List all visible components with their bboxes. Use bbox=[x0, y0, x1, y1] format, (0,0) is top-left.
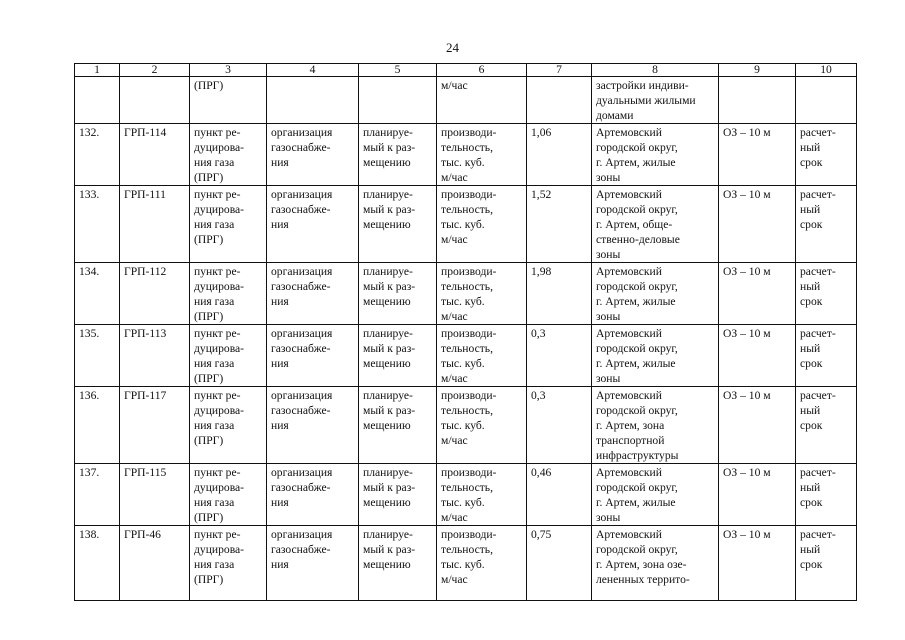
cell-line: мещению bbox=[363, 218, 411, 231]
table-row bbox=[75, 387, 857, 464]
cell-line: городской округ, bbox=[596, 141, 678, 154]
cell-line: производи- bbox=[441, 327, 497, 340]
column-number: 3 bbox=[190, 64, 267, 77]
cell-line: м/час bbox=[441, 372, 468, 385]
column-number: 2 bbox=[120, 64, 190, 77]
cell-line: срок bbox=[800, 496, 823, 509]
cell-line: расчет- bbox=[800, 466, 836, 479]
cell-line: пункт ре- bbox=[194, 327, 241, 340]
cell-line: м/час bbox=[441, 573, 468, 586]
cell-line: дуцирова- bbox=[194, 141, 245, 154]
cell-line: организация bbox=[271, 188, 333, 201]
cell-line: мый к раз- bbox=[363, 280, 416, 293]
cell-line: г. Артем, зона bbox=[596, 419, 665, 432]
status-cell bbox=[359, 263, 437, 325]
object-code-cell bbox=[120, 77, 190, 124]
cell-line: (ПРГ) bbox=[194, 434, 224, 447]
cell-line: расчет- bbox=[800, 265, 836, 278]
term-cell bbox=[796, 387, 857, 464]
table-row bbox=[75, 325, 857, 387]
cell-line: планируе- bbox=[363, 188, 413, 201]
cell-line: производи- bbox=[441, 126, 497, 139]
term-cell bbox=[796, 263, 857, 325]
cell-line: мый к раз- bbox=[363, 342, 416, 355]
cell-line: ный bbox=[800, 203, 821, 216]
purpose-cell bbox=[267, 186, 359, 263]
parameter-value-cell: 0,75 bbox=[527, 526, 592, 601]
cell-line: г. Артем, жилые bbox=[596, 295, 676, 308]
cell-line: зоны bbox=[596, 511, 621, 524]
parameter-cell bbox=[437, 526, 527, 601]
cell-line: газоснабже- bbox=[271, 280, 331, 293]
column-number: 8 bbox=[592, 64, 719, 77]
parameter-cell bbox=[437, 77, 527, 124]
row-number-cell: 135. bbox=[75, 325, 120, 387]
cell-line: планируе- bbox=[363, 126, 413, 139]
row-number-cell: 136. bbox=[75, 387, 120, 464]
status-cell bbox=[359, 77, 437, 124]
term-cell bbox=[796, 526, 857, 601]
cell-line: планируе- bbox=[363, 466, 413, 479]
row-number-cell bbox=[75, 77, 120, 124]
cell-line: транспортной bbox=[596, 434, 665, 447]
page-number: 24 bbox=[446, 40, 459, 55]
parameter-cell bbox=[437, 464, 527, 526]
cell-line: мещению bbox=[363, 357, 411, 370]
cell-line: расчет- bbox=[800, 528, 836, 541]
row-number-cell: 132. bbox=[75, 124, 120, 186]
cell-line: Артемовский bbox=[596, 389, 662, 402]
parameter-value-cell: 1,06 bbox=[527, 124, 592, 186]
term-cell bbox=[796, 464, 857, 526]
cell-line: пункт ре- bbox=[194, 528, 241, 541]
table-row bbox=[75, 263, 857, 325]
cell-line: ния газа bbox=[194, 357, 235, 370]
cell-line: тыс. куб. bbox=[441, 218, 485, 231]
cell-line: м/час bbox=[441, 79, 468, 92]
cell-line: лененных террито- bbox=[596, 573, 690, 586]
cell-line: г. Артем, жилые bbox=[596, 496, 676, 509]
cell-line: городской округ, bbox=[596, 404, 678, 417]
cell-line: мещению bbox=[363, 496, 411, 509]
column-number: 7 bbox=[527, 64, 592, 77]
protection-zone-cell bbox=[719, 77, 796, 124]
parameter-value-cell: 0,3 bbox=[527, 325, 592, 387]
object-type-cell bbox=[190, 77, 267, 124]
cell-line: мещению bbox=[363, 558, 411, 571]
location-cell bbox=[592, 464, 719, 526]
purpose-cell bbox=[267, 124, 359, 186]
cell-line: ния bbox=[271, 357, 289, 370]
location-cell bbox=[592, 124, 719, 186]
cell-line: пункт ре- bbox=[194, 188, 241, 201]
protection-zone-cell: ОЗ – 10 м bbox=[719, 464, 796, 526]
cell-line: организация bbox=[271, 126, 333, 139]
table-body bbox=[75, 64, 857, 601]
cell-line: тыс. куб. bbox=[441, 419, 485, 432]
cell-line: организация bbox=[271, 265, 333, 278]
term-cell bbox=[796, 325, 857, 387]
cell-line: (ПРГ) bbox=[194, 372, 224, 385]
cell-line: мый к раз- bbox=[363, 404, 416, 417]
object-type-cell bbox=[190, 124, 267, 186]
cell-line: мещению bbox=[363, 295, 411, 308]
cell-line: ный bbox=[800, 404, 821, 417]
protection-zone-cell: ОЗ – 10 м bbox=[719, 325, 796, 387]
parameter-cell bbox=[437, 387, 527, 464]
cell-line: организация bbox=[271, 327, 333, 340]
cell-line: дуцирова- bbox=[194, 280, 245, 293]
cell-line: Артемовский bbox=[596, 466, 662, 479]
location-cell bbox=[592, 325, 719, 387]
cell-line: ния газа bbox=[194, 218, 235, 231]
cell-line: ния bbox=[271, 496, 289, 509]
cell-line: зоны bbox=[596, 248, 621, 261]
cell-line: Артемовский bbox=[596, 327, 662, 340]
cell-line: ния газа bbox=[194, 558, 235, 571]
parameter-value-cell: 1,98 bbox=[527, 263, 592, 325]
object-code-cell: ГРП-112 bbox=[120, 263, 190, 325]
term-cell bbox=[796, 186, 857, 263]
column-number: 5 bbox=[359, 64, 437, 77]
parameter-value-cell bbox=[527, 77, 592, 124]
cell-line: ный bbox=[800, 141, 821, 154]
cell-line: срок bbox=[800, 156, 823, 169]
parameter-value-cell: 1,52 bbox=[527, 186, 592, 263]
cell-line: дуцирова- bbox=[194, 543, 245, 556]
cell-line: (ПРГ) bbox=[194, 233, 224, 246]
location-cell bbox=[592, 186, 719, 263]
cell-line: газоснабже- bbox=[271, 342, 331, 355]
cell-line: ный bbox=[800, 280, 821, 293]
cell-line: домами bbox=[596, 109, 634, 122]
cell-line: городской округ, bbox=[596, 280, 678, 293]
cell-line: тыс. куб. bbox=[441, 357, 485, 370]
cell-line: газоснабже- bbox=[271, 141, 331, 154]
cell-line: Артемовский bbox=[596, 188, 662, 201]
cell-line: пункт ре- bbox=[194, 389, 241, 402]
cell-line: тыс. куб. bbox=[441, 295, 485, 308]
location-cell bbox=[592, 77, 719, 124]
cell-line: организация bbox=[271, 528, 333, 541]
cell-line: ния bbox=[271, 558, 289, 571]
cell-line: планируе- bbox=[363, 327, 413, 340]
cell-line: планируе- bbox=[363, 528, 413, 541]
cell-line: мый к раз- bbox=[363, 543, 416, 556]
status-cell bbox=[359, 186, 437, 263]
cell-line: тыс. куб. bbox=[441, 156, 485, 169]
parameter-cell bbox=[437, 124, 527, 186]
cell-line: расчет- bbox=[800, 327, 836, 340]
cell-line: ния газа bbox=[194, 419, 235, 432]
cell-line: пункт ре- bbox=[194, 265, 241, 278]
term-cell bbox=[796, 124, 857, 186]
cell-line: (ПРГ) bbox=[194, 573, 224, 586]
cell-line: инфраструктуры bbox=[596, 449, 679, 462]
column-number: 6 bbox=[437, 64, 527, 77]
status-cell bbox=[359, 387, 437, 464]
row-number-cell: 137. bbox=[75, 464, 120, 526]
parameter-value-cell: 0,46 bbox=[527, 464, 592, 526]
column-number-header-row bbox=[75, 64, 857, 77]
cell-line: м/час bbox=[441, 171, 468, 184]
cell-line: дуцирова- bbox=[194, 481, 245, 494]
object-code-cell: ГРП-111 bbox=[120, 186, 190, 263]
location-cell bbox=[592, 526, 719, 601]
parameter-value-cell: 0,3 bbox=[527, 387, 592, 464]
cell-line: дуцирова- bbox=[194, 404, 245, 417]
row-number-cell: 134. bbox=[75, 263, 120, 325]
cell-line: срок bbox=[800, 419, 823, 432]
cell-line: городской округ, bbox=[596, 342, 678, 355]
row-number-cell: 133. bbox=[75, 186, 120, 263]
protection-zone-cell: ОЗ – 10 м bbox=[719, 263, 796, 325]
cell-line: городской округ, bbox=[596, 481, 678, 494]
cell-line: газоснабже- bbox=[271, 543, 331, 556]
purpose-cell bbox=[267, 526, 359, 601]
cell-line: ный bbox=[800, 342, 821, 355]
cell-line: планируе- bbox=[363, 389, 413, 402]
cell-line: расчет- bbox=[800, 389, 836, 402]
cell-line: г. Артем, обще- bbox=[596, 218, 673, 231]
cell-line: ния bbox=[271, 156, 289, 169]
cell-line: производи- bbox=[441, 265, 497, 278]
status-cell bbox=[359, 124, 437, 186]
parameter-cell bbox=[437, 263, 527, 325]
table-row bbox=[75, 464, 857, 526]
cell-line: Артемовский bbox=[596, 126, 662, 139]
cell-line: зоны bbox=[596, 372, 621, 385]
cell-line: г. Артем, жилые bbox=[596, 357, 676, 370]
cell-line: дуальными жилыми bbox=[596, 94, 696, 107]
object-type-cell bbox=[190, 464, 267, 526]
protection-zone-cell: ОЗ – 10 м bbox=[719, 186, 796, 263]
cell-line: расчет- bbox=[800, 126, 836, 139]
cell-line: дуцирова- bbox=[194, 203, 245, 216]
cell-line: ния газа bbox=[194, 295, 235, 308]
object-code-cell: ГРП-113 bbox=[120, 325, 190, 387]
cell-line: газоснабже- bbox=[271, 203, 331, 216]
object-code-cell: ГРП-114 bbox=[120, 124, 190, 186]
protection-zone-cell: ОЗ – 10 м bbox=[719, 387, 796, 464]
object-type-cell bbox=[190, 263, 267, 325]
cell-line: зоны bbox=[596, 310, 621, 323]
object-type-cell bbox=[190, 325, 267, 387]
object-code-cell: ГРП-115 bbox=[120, 464, 190, 526]
cell-line: производи- bbox=[441, 389, 497, 402]
object-code-cell: ГРП-46 bbox=[120, 526, 190, 601]
cell-line: организация bbox=[271, 389, 333, 402]
column-number: 9 bbox=[719, 64, 796, 77]
cell-line: газоснабже- bbox=[271, 404, 331, 417]
purpose-cell bbox=[267, 387, 359, 464]
cell-line: (ПРГ) bbox=[194, 171, 224, 184]
cell-line: м/час bbox=[441, 310, 468, 323]
object-type-cell bbox=[190, 387, 267, 464]
cell-line: г. Артем, зона озе- bbox=[596, 558, 687, 571]
cell-line: пункт ре- bbox=[194, 466, 241, 479]
cell-line: расчет- bbox=[800, 188, 836, 201]
cell-line: городской округ, bbox=[596, 543, 678, 556]
cell-line: м/час bbox=[441, 434, 468, 447]
cell-line: (ПРГ) bbox=[194, 511, 224, 524]
protection-zone-cell: ОЗ – 10 м bbox=[719, 124, 796, 186]
parameter-cell bbox=[437, 325, 527, 387]
table-row bbox=[75, 124, 857, 186]
cell-line: ния bbox=[271, 295, 289, 308]
cell-line: (ПРГ) bbox=[194, 310, 224, 323]
cell-line: ственно-деловые bbox=[596, 233, 680, 246]
cell-line: срок bbox=[800, 295, 823, 308]
location-cell bbox=[592, 387, 719, 464]
cell-line: тыс. куб. bbox=[441, 558, 485, 571]
cell-line: тельность, bbox=[441, 141, 493, 154]
cell-line: пункт ре- bbox=[194, 126, 241, 139]
location-cell bbox=[592, 263, 719, 325]
purpose-cell bbox=[267, 263, 359, 325]
cell-line: Артемовский bbox=[596, 528, 662, 541]
cell-line: дуцирова- bbox=[194, 342, 245, 355]
cell-line: м/час bbox=[441, 511, 468, 524]
purpose-cell bbox=[267, 464, 359, 526]
cell-line: застройки индиви- bbox=[596, 79, 689, 92]
status-cell bbox=[359, 464, 437, 526]
cell-line: тыс. куб. bbox=[441, 496, 485, 509]
cell-line: мещению bbox=[363, 419, 411, 432]
column-number: 10 bbox=[796, 64, 857, 77]
term-cell bbox=[796, 77, 857, 124]
cell-line: ный bbox=[800, 543, 821, 556]
cell-line: м/час bbox=[441, 233, 468, 246]
objects-table bbox=[74, 63, 857, 601]
cell-line: тельность, bbox=[441, 280, 493, 293]
cell-line: производи- bbox=[441, 188, 497, 201]
cell-line: ния газа bbox=[194, 156, 235, 169]
status-cell bbox=[359, 526, 437, 601]
cell-line: (ПРГ) bbox=[194, 79, 224, 92]
protection-zone-cell: ОЗ – 10 м bbox=[719, 526, 796, 601]
cell-line: ния газа bbox=[194, 496, 235, 509]
cell-line: тельность, bbox=[441, 481, 493, 494]
cell-line: тельность, bbox=[441, 342, 493, 355]
cell-line: Артемовский bbox=[596, 265, 662, 278]
table-row bbox=[75, 77, 857, 124]
column-number: 4 bbox=[267, 64, 359, 77]
cell-line: газоснабже- bbox=[271, 481, 331, 494]
cell-line: ный bbox=[800, 481, 821, 494]
cell-line: тельность, bbox=[441, 203, 493, 216]
object-type-cell bbox=[190, 526, 267, 601]
cell-line: г. Артем, жилые bbox=[596, 156, 676, 169]
cell-line: производи- bbox=[441, 528, 497, 541]
cell-line: ния bbox=[271, 419, 289, 432]
table-row bbox=[75, 526, 857, 601]
cell-line: мый к раз- bbox=[363, 481, 416, 494]
cell-line: мый к раз- bbox=[363, 141, 416, 154]
purpose-cell bbox=[267, 77, 359, 124]
cell-line: мый к раз- bbox=[363, 203, 416, 216]
cell-line: срок bbox=[800, 218, 823, 231]
object-code-cell: ГРП-117 bbox=[120, 387, 190, 464]
cell-line: мещению bbox=[363, 156, 411, 169]
parameter-cell bbox=[437, 186, 527, 263]
table-row bbox=[75, 186, 857, 263]
row-number-cell: 138. bbox=[75, 526, 120, 601]
status-cell bbox=[359, 325, 437, 387]
cell-line: срок bbox=[800, 558, 823, 571]
cell-line: планируе- bbox=[363, 265, 413, 278]
cell-line: тельность, bbox=[441, 404, 493, 417]
cell-line: городской округ, bbox=[596, 203, 678, 216]
cell-line: тельность, bbox=[441, 543, 493, 556]
cell-line: организация bbox=[271, 466, 333, 479]
object-type-cell bbox=[190, 186, 267, 263]
cell-line: производи- bbox=[441, 466, 497, 479]
column-number: 1 bbox=[75, 64, 120, 77]
cell-line: зоны bbox=[596, 171, 621, 184]
purpose-cell bbox=[267, 325, 359, 387]
cell-line: ния bbox=[271, 218, 289, 231]
cell-line: срок bbox=[800, 357, 823, 370]
